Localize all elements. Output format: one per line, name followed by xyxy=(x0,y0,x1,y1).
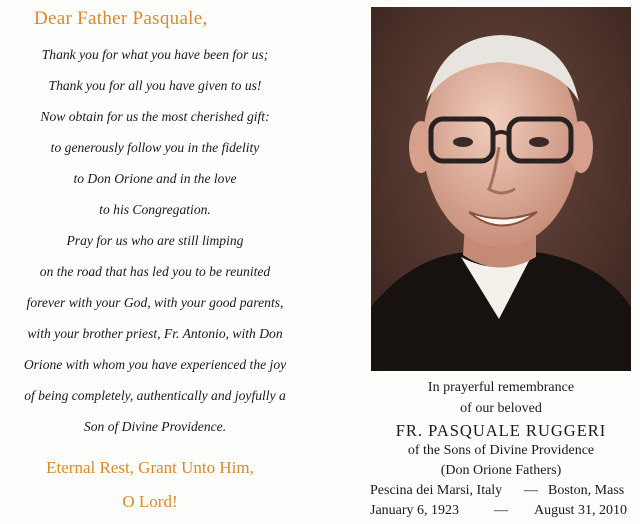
portrait-photo xyxy=(371,7,631,371)
prayer-line: Pray for us who are still limping xyxy=(66,233,244,248)
prayer-line: Now obtain for us the most cherished gift: xyxy=(40,109,270,124)
prayer-line: forever with your God, with your good parents, xyxy=(26,295,284,310)
order-subline: (Don Orione Fathers) xyxy=(440,463,562,478)
death-date: August 31, 2010 xyxy=(534,503,627,518)
portrait-image xyxy=(371,7,631,371)
closing-line: Eternal Rest, Grant Unto Him, xyxy=(46,458,254,477)
prayer-line: to his Congregation. xyxy=(99,202,211,217)
greeting: Dear Father Pasquale, xyxy=(34,8,208,29)
remembrance-line: In prayerful remembrance xyxy=(427,380,575,395)
prayer-line: of being completely, authentically and joyfully a xyxy=(24,388,286,403)
prayer-line: to generously follow you in the fidelity xyxy=(50,140,260,155)
order-line: of the Sons of Divine Providence xyxy=(407,443,595,458)
birth-place: Pescina dei Marsi, Italy xyxy=(370,483,503,498)
priest-name: FR. PASQUALE RUGGERI xyxy=(395,421,607,440)
dash: — xyxy=(524,483,538,498)
prayer-line: Orione with whom you have experienced the joy xyxy=(23,357,287,372)
birth-date: January 6, 1923 xyxy=(370,503,460,518)
prayer-line: Thank you for all you have given to us! xyxy=(48,78,262,93)
dash: — xyxy=(494,503,508,518)
closing-line: O Lord! xyxy=(122,492,178,511)
death-place: Boston, Mass xyxy=(548,483,625,498)
prayer-line: with your brother priest, Fr. Antonio, with Don xyxy=(27,326,283,341)
prayer-line: on the road that has led you to be reunited xyxy=(39,264,271,279)
beloved-line: of our beloved xyxy=(460,401,542,416)
prayer-line: to Don Orione and in the love xyxy=(73,171,237,186)
prayer-line: Thank you for what you have been for us; xyxy=(41,47,269,62)
prayer-line: Son of Divine Providence. xyxy=(83,419,227,434)
